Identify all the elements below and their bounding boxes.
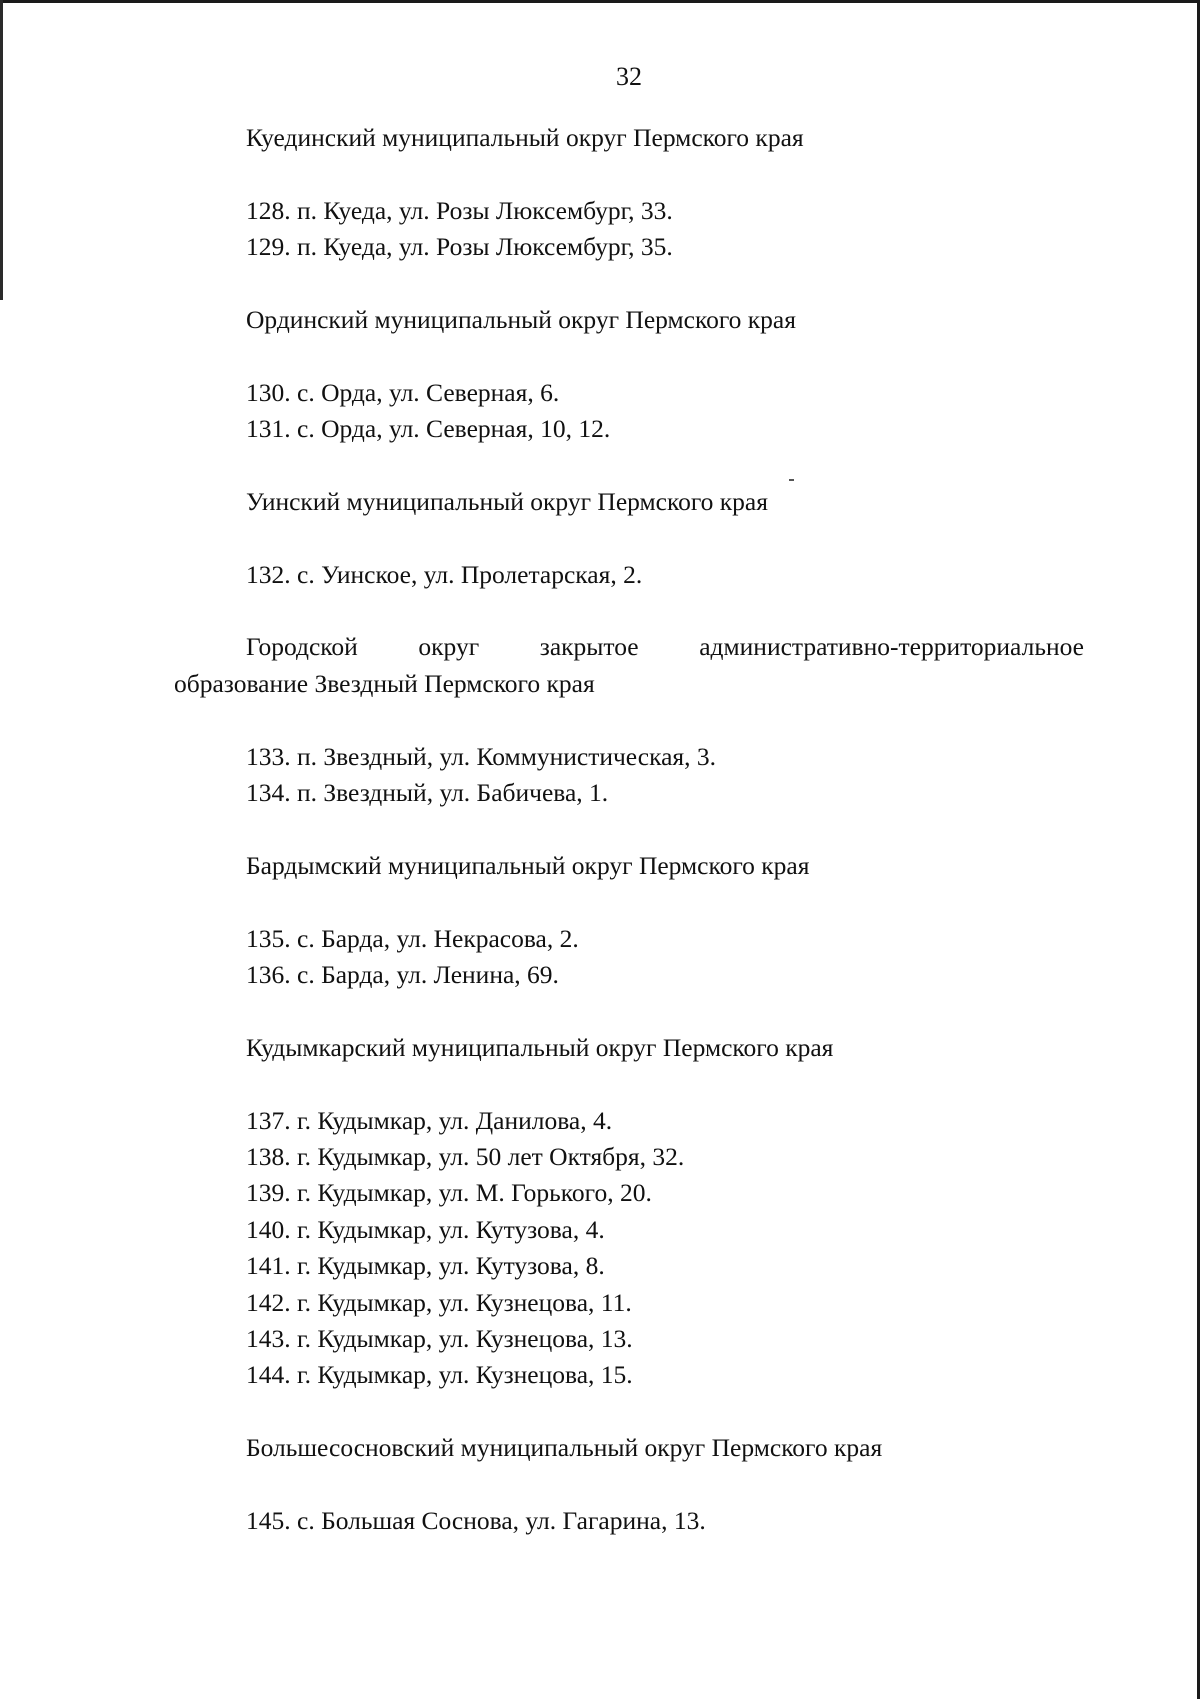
spacer — [174, 338, 1084, 374]
list-item: 134. п. Звездный, ул. Бабичева, 1. — [246, 778, 609, 808]
section-heading: Уинский муниципальный округ Пермского края — [246, 486, 768, 516]
list-item: 137. г. Кудымкар, ул. Данилова, 4. — [246, 1105, 613, 1135]
list-item: 131. с. Орда, ул. Северная, 10, 12. — [246, 414, 611, 444]
spacer — [174, 1394, 1084, 1430]
list-item: 142. г. Кудымкар, ул. Кузнецова, 11. — [246, 1287, 632, 1317]
list-item: 128. п. Куеда, ул. Розы Люксембург, 33. — [246, 195, 673, 225]
spacer — [174, 1066, 1084, 1102]
list-item: 129. п. Куеда, ул. Розы Люксембург, 35. — [246, 232, 673, 262]
spacer — [174, 156, 1084, 192]
list-item: 130. с. Орда, ул. Северная, 6. — [246, 377, 560, 407]
section-heading: Куединский муниципальный округ Пермского края — [246, 123, 804, 152]
heading-word: закрытое — [539, 632, 639, 662]
section-heading: Ординский муниципальный округ Пермского края — [246, 304, 796, 334]
list-item: 133. п. Звездный, ул. Коммунистическая, 3. — [246, 741, 717, 771]
page-edge-top — [0, 0, 1200, 3]
list-item: 143. г. Кудымкар, ул. Кузнецова, 13. — [246, 1323, 633, 1353]
list-item: 145. с. Большая Соснова, ул. Гагарина, 13. — [246, 1505, 706, 1535]
spacer — [174, 993, 1084, 1029]
section-heading-line-2: образование Звездный Пермского края — [174, 668, 595, 698]
section-heading: Кудымкарский муниципальный округ Пермского края — [246, 1032, 834, 1062]
list-item: 140. г. Кудымкар, ул. Кутузова, 4. — [246, 1214, 605, 1244]
list-item: 132. с. Уинское, ул. Пролетарская, 2. — [246, 559, 643, 589]
heading-word: Городской — [246, 632, 358, 662]
list-item: 144. г. Кудымкар, ул. Кузнецова, 15. — [246, 1360, 633, 1390]
list-item: 135. с. Барда, ул. Некрасова, 2. — [246, 923, 579, 953]
spacer — [174, 884, 1084, 920]
spacer — [174, 702, 1084, 738]
list-item: 139. г. Кудымкар, ул. М. Горького, 20. — [246, 1178, 652, 1208]
page-number: 32 — [616, 62, 642, 91]
document-body — [174, 120, 1084, 1539]
spacer — [174, 1466, 1084, 1502]
spacer — [174, 266, 1084, 302]
spacer — [174, 520, 1084, 556]
heading-word: административно-территориальное — [699, 632, 1084, 662]
section-heading: Бардымский муниципальный округ Пермского края — [246, 850, 810, 880]
heading-word: округ — [418, 632, 480, 662]
section-heading: Большесосновский муниципальный округ Пермского края — [246, 1433, 883, 1463]
spacer — [174, 593, 1084, 629]
list-item: 136. с. Барда, ул. Ленина, 69. — [246, 959, 559, 989]
page-edge-left — [0, 0, 3, 300]
list-item: 141. г. Кудымкар, ул. Кутузова, 8. — [246, 1251, 605, 1281]
spacer — [174, 811, 1084, 847]
spacer — [174, 448, 1084, 484]
list-item: 138. г. Кудымкар, ул. 50 лет Октября, 32. — [246, 1141, 685, 1171]
section-heading-line-1 — [174, 629, 1084, 665]
